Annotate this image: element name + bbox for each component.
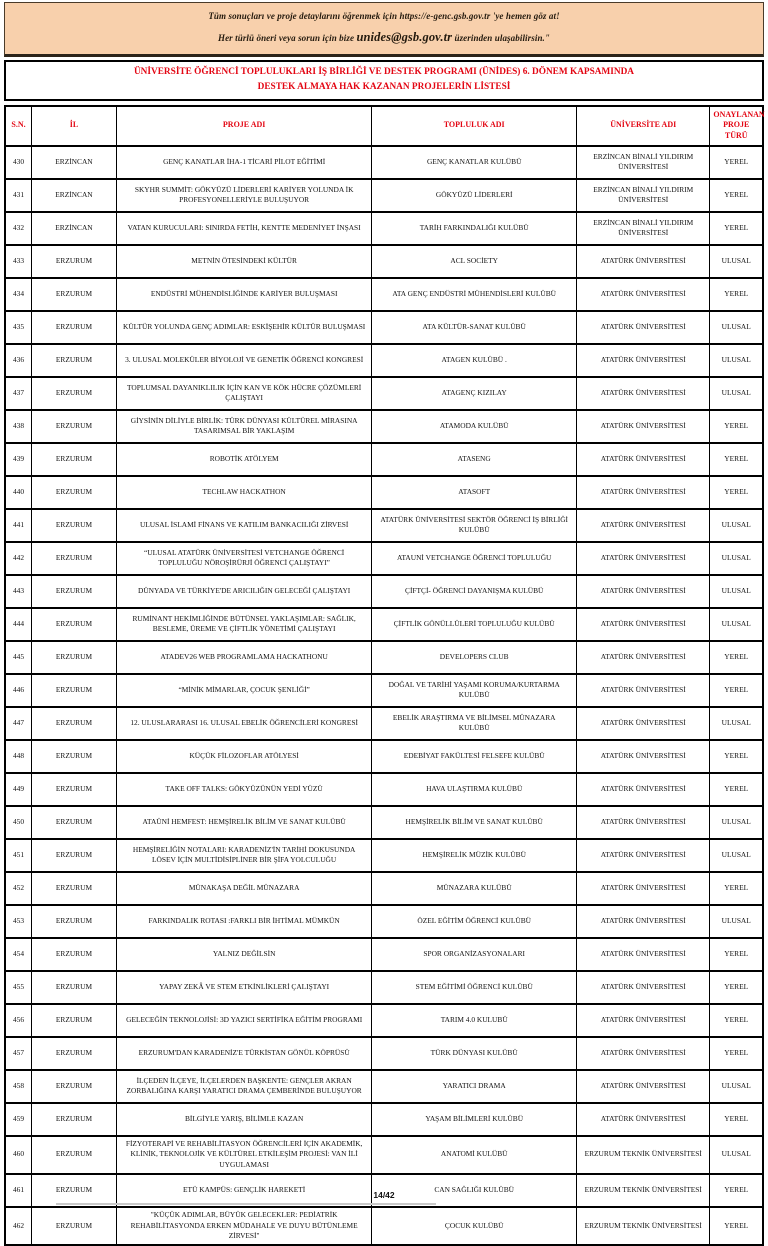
table-header bbox=[5, 106, 763, 146]
cell-proje-turu: ULUSAL bbox=[710, 542, 763, 575]
table-row bbox=[5, 344, 763, 377]
cell-proje-turu: ULUSAL bbox=[710, 608, 763, 641]
cell-universite-adi: ATATÜRK ÜNİVERSİTESİ bbox=[577, 1004, 710, 1037]
cell-topluluk-adi: ÇOCUK KULÜBÜ bbox=[372, 1207, 577, 1245]
cell-topluluk-adi: ATASOFT bbox=[372, 476, 577, 509]
cell-proje-turu: ULUSAL bbox=[710, 1136, 763, 1174]
col-header-il: İL bbox=[32, 106, 117, 146]
cell-proje-turu: ULUSAL bbox=[710, 344, 763, 377]
cell-sn: 450 bbox=[5, 806, 32, 839]
cell-sn: 455 bbox=[5, 971, 32, 1004]
table-row bbox=[5, 245, 763, 278]
cell-sn: 458 bbox=[5, 1070, 32, 1103]
cell-proje-adi: 3. ULUSAL MOLEKÜLER BİYOLOJİ VE GENETİK ÖĞRENCİ KONGRESİ bbox=[116, 344, 371, 377]
cell-topluluk-adi: YAŞAM BİLİMLERİ KULÜBÜ bbox=[372, 1103, 577, 1136]
cell-proje-adi: ETÜ KAMPÜS: GENÇLİK HAREKETİ bbox=[116, 1174, 371, 1207]
cell-topluluk-adi: ATAGEN KULÜBÜ . bbox=[372, 344, 577, 377]
scan-edge-artifact bbox=[56, 1203, 436, 1205]
cell-universite-adi: ATATÜRK ÜNİVERSİTESİ bbox=[577, 278, 710, 311]
cell-il: ERZURUM bbox=[32, 971, 117, 1004]
cell-proje-turu: YEREL bbox=[710, 938, 763, 971]
table-row bbox=[5, 773, 763, 806]
cell-universite-adi: ERZİNCAN BİNALİ YILDIRIM ÜNİVERSİTESİ bbox=[577, 179, 710, 212]
cell-proje-turu: YEREL bbox=[710, 740, 763, 773]
cell-universite-adi: ATATÜRK ÜNİVERSİTESİ bbox=[577, 245, 710, 278]
cell-sn: 434 bbox=[5, 278, 32, 311]
cell-sn: 448 bbox=[5, 740, 32, 773]
cell-topluluk-adi: TARIM 4.0 KULUBÜ bbox=[372, 1004, 577, 1037]
cell-proje-turu: YEREL bbox=[710, 212, 763, 245]
cell-topluluk-adi: TARİH FARKINDALIĞI KULÜBÜ bbox=[372, 212, 577, 245]
table-row bbox=[5, 839, 763, 872]
cell-sn: 441 bbox=[5, 509, 32, 542]
cell-topluluk-adi: ATATÜRK ÜNİVERSİTESİ SEKTÖR ÖĞRENCİ İŞ BİRLİĞİ KULÜBÜ bbox=[372, 509, 577, 542]
cell-proje-turu: YEREL bbox=[710, 641, 763, 674]
cell-proje-turu: YEREL bbox=[710, 278, 763, 311]
table-row bbox=[5, 509, 763, 542]
col-header-proje-adi: PROJE ADI bbox=[116, 106, 371, 146]
cell-proje-adi: HEMŞİRELİĞİN NOTALARI: KARADENİZ'İN TARİHİ DOKUSUNDA LÖSEV İÇİN MULTİDİSİPLİNER BİR ŞİFA YOLCULUĞU bbox=[116, 839, 371, 872]
cell-universite-adi: ATATÜRK ÜNİVERSİTESİ bbox=[577, 575, 710, 608]
table-row bbox=[5, 740, 763, 773]
cell-il: ERZURUM bbox=[32, 740, 117, 773]
cell-proje-adi: ENDÜSTRİ MÜHENDİSLİĞİNDE KARİYER BULUŞMASI bbox=[116, 278, 371, 311]
cell-proje-turu: YEREL bbox=[710, 1037, 763, 1070]
cell-proje-adi: DÜNYADA VE TÜRKİYE'DE ARICILIĞIN GELECEĞİ ÇALIŞTAYI bbox=[116, 575, 371, 608]
banner-line2-suffix: üzerinden ulaşabilirsin." bbox=[452, 33, 551, 43]
table-body bbox=[5, 146, 763, 1245]
cell-topluluk-adi: HAVA ULAŞTIRMA KULÜBÜ bbox=[372, 773, 577, 806]
cell-proje-turu: YEREL bbox=[710, 1207, 763, 1245]
cell-topluluk-adi: STEM EĞİTİMİ ÖĞRENCİ KULÜBÜ bbox=[372, 971, 577, 1004]
cell-universite-adi: ERZURUM TEKNİK ÜNİVERSİTESİ bbox=[577, 1174, 710, 1207]
cell-il: ERZURUM bbox=[32, 608, 117, 641]
table-row bbox=[5, 971, 763, 1004]
cell-proje-turu: ULUSAL bbox=[710, 377, 763, 410]
cell-topluluk-adi: TÜRK DÜNYASI KULÜBÜ bbox=[372, 1037, 577, 1070]
cell-sn: 440 bbox=[5, 476, 32, 509]
cell-il: ERZURUM bbox=[32, 707, 117, 740]
cell-universite-adi: ATATÜRK ÜNİVERSİTESİ bbox=[577, 608, 710, 641]
unides-email-text: unides@gsb.gov.tr bbox=[356, 30, 453, 44]
table-row bbox=[5, 641, 763, 674]
cell-proje-turu: ULUSAL bbox=[710, 509, 763, 542]
cell-proje-adi: GENÇ KANATLAR İHA-1 TİCARİ PİLOT EĞİTİMİ bbox=[116, 146, 371, 179]
cell-sn: 459 bbox=[5, 1103, 32, 1136]
cell-proje-adi: VATAN KURUCULARI: SINIRDA FETİH, KENTTE MEDENİYET İNŞASI bbox=[116, 212, 371, 245]
cell-proje-turu: ULUSAL bbox=[710, 839, 763, 872]
col-header-proje-turu: ONAYLANAN PROJE TÜRÜ bbox=[710, 106, 763, 146]
cell-topluluk-adi: ATAMODA KULÜBÜ bbox=[372, 410, 577, 443]
table-row bbox=[5, 377, 763, 410]
cell-proje-turu: YEREL bbox=[710, 476, 763, 509]
cell-proje-turu: ULUSAL bbox=[710, 245, 763, 278]
cell-proje-adi: ATADEV26 WEB PROGRAMLAMA HACKATHONU bbox=[116, 641, 371, 674]
cell-il: ERZURUM bbox=[32, 575, 117, 608]
cell-universite-adi: ATATÜRK ÜNİVERSİTESİ bbox=[577, 443, 710, 476]
cell-topluluk-adi: GÖKYÜZÜ LİDERLERİ bbox=[372, 179, 577, 212]
cell-topluluk-adi: ÇİFTLİK GÖNÜLLÜLERİ TOPLULUĞU KULÜBÜ bbox=[372, 608, 577, 641]
cell-topluluk-adi: DOĞAL VE TARİHİ YAŞAMI KORUMA/KURTARMA KULÜBÜ bbox=[372, 674, 577, 707]
cell-proje-adi: FİZYOTERAPİ VE REHABİLİTASYON ÖĞRENCİLERİ İÇİN AKADEMİK, KLİNİK, TEKNOLOJİK VE KÜLTÜREL ETKİLEŞİM PROJESİ: VAN İLİ UYGULAMASI bbox=[116, 1136, 371, 1174]
cell-proje-adi: YALNIZ DEĞİLSİN bbox=[116, 938, 371, 971]
cell-topluluk-adi: ATA GENÇ ENDÜSTRİ MÜHENDİSLERİ KULÜBÜ bbox=[372, 278, 577, 311]
cell-topluluk-adi: EBELİK ARAŞTIRMA VE BİLİMSEL MÜNAZARA KULÜBÜ bbox=[372, 707, 577, 740]
cell-il: ERZURUM bbox=[32, 1207, 117, 1245]
cell-proje-adi: YAPAY ZEKÂ VE STEM ETKİNLİKLERİ ÇALIŞTAYI bbox=[116, 971, 371, 1004]
cell-universite-adi: ERZİNCAN BİNALİ YILDIRIM ÜNİVERSİTESİ bbox=[577, 212, 710, 245]
cell-proje-adi: TAKE OFF TALKS: GÖKYÜZÜNÜN YEDİ YÜZÜ bbox=[116, 773, 371, 806]
table-row bbox=[5, 1207, 763, 1245]
cell-proje-turu: YEREL bbox=[710, 1174, 763, 1207]
table-row bbox=[5, 179, 763, 212]
cell-proje-adi: BİLGİYLE YARIŞ, BİLİMLE KAZAN bbox=[116, 1103, 371, 1136]
table-row bbox=[5, 806, 763, 839]
table-row bbox=[5, 212, 763, 245]
cell-proje-adi: RUMİNANT HEKİMLİĞİNDE BÜTÜNSEL YAKLAŞIMLAR: SAĞLIK, BESLEME, ÜREME VE ÇİFTLİK YÖNETİMİ ÇALIŞTAYI bbox=[116, 608, 371, 641]
cell-il: ERZURUM bbox=[32, 938, 117, 971]
cell-il: ERZİNCAN bbox=[32, 146, 117, 179]
cell-universite-adi: ATATÜRK ÜNİVERSİTESİ bbox=[577, 311, 710, 344]
cell-topluluk-adi: ATAGENÇ KIZILAY bbox=[372, 377, 577, 410]
cell-il: ERZURUM bbox=[32, 1037, 117, 1070]
list-title-line-2: DESTEK ALMAYA HAK KAZANAN PROJELERİN LİSTESİ bbox=[257, 81, 511, 92]
cell-topluluk-adi: ANATOMİ KULÜBÜ bbox=[372, 1136, 577, 1174]
cell-proje-adi: METNİN ÖTESİNDEKİ KÜLTÜR bbox=[116, 245, 371, 278]
cell-proje-turu: ULUSAL bbox=[710, 905, 763, 938]
cell-il: ERZURUM bbox=[32, 377, 117, 410]
cell-sn: 443 bbox=[5, 575, 32, 608]
cell-topluluk-adi: DEVELOPERS CLUB bbox=[372, 641, 577, 674]
cell-universite-adi: ATATÜRK ÜNİVERSİTESİ bbox=[577, 344, 710, 377]
cell-proje-turu: YEREL bbox=[710, 773, 763, 806]
table-row bbox=[5, 1004, 763, 1037]
cell-sn: 449 bbox=[5, 773, 32, 806]
cell-proje-adi: GİYSİNİN DİLİYLE BİRLİK: TÜRK DÜNYASI KÜLTÜREL MİRASINA TASARIMSAL BİR YAKLAŞIM bbox=[116, 410, 371, 443]
cell-il: ERZURUM bbox=[32, 1103, 117, 1136]
cell-universite-adi: ATATÜRK ÜNİVERSİTESİ bbox=[577, 971, 710, 1004]
cell-proje-adi: ERZURUM'DAN KARADENİZ'E TÜRKİSTAN GÖNÜL KÖPRÜSÜ bbox=[116, 1037, 371, 1070]
table-row bbox=[5, 1070, 763, 1103]
cell-proje-turu: YEREL bbox=[710, 1004, 763, 1037]
banner-line-1 bbox=[15, 11, 753, 21]
table-row bbox=[5, 872, 763, 905]
cell-universite-adi: ATATÜRK ÜNİVERSİTESİ bbox=[577, 839, 710, 872]
cell-sn: 438 bbox=[5, 410, 32, 443]
cell-sn: 461 bbox=[5, 1174, 32, 1207]
cell-universite-adi: ATATÜRK ÜNİVERSİTESİ bbox=[577, 1103, 710, 1136]
table-row bbox=[5, 1136, 763, 1174]
cell-il: ERZURUM bbox=[32, 839, 117, 872]
cell-proje-turu: ULUSAL bbox=[710, 311, 763, 344]
cell-il: ERZURUM bbox=[32, 1136, 117, 1174]
table-row bbox=[5, 311, 763, 344]
col-header-universite-adi: ÜNİVERSİTE ADI bbox=[577, 106, 710, 146]
cell-universite-adi: ATATÜRK ÜNİVERSİTESİ bbox=[577, 410, 710, 443]
cell-proje-turu: ULUSAL bbox=[710, 575, 763, 608]
cell-sn: 452 bbox=[5, 872, 32, 905]
cell-sn: 454 bbox=[5, 938, 32, 971]
cell-proje-turu: YEREL bbox=[710, 971, 763, 1004]
cell-il: ERZURUM bbox=[32, 245, 117, 278]
table-row bbox=[5, 674, 763, 707]
cell-proje-adi: KÜLTÜR YOLUNDA GENÇ ADIMLAR: ESKİŞEHİR KÜLTÜR BULUŞMASI bbox=[116, 311, 371, 344]
cell-proje-turu: YEREL bbox=[710, 179, 763, 212]
cell-universite-adi: ERZURUM TEKNİK ÜNİVERSİTESİ bbox=[577, 1207, 710, 1245]
cell-proje-adi: “ULUSAL ATATÜRK ÜNİVERSİTESİ VETCHANGE ÖĞRENCİ TOPLULUĞU NÖROŞİRÜRJİ ÖĞRENCİ ÇALIŞTAYI” bbox=[116, 542, 371, 575]
cell-il: ERZURUM bbox=[32, 344, 117, 377]
cell-sn: 437 bbox=[5, 377, 32, 410]
cell-proje-adi: İLÇEDEN İLÇEYE, İLÇELERDEN BAŞKENTE: GENÇLER AKRAN ZORBALIĞINA KARŞI YARATICI DRAMA ÇEMBERİNDE BULUŞUYOR bbox=[116, 1070, 371, 1103]
cell-universite-adi: ERZİNCAN BİNALİ YILDIRIM ÜNİVERSİTESİ bbox=[577, 146, 710, 179]
cell-topluluk-adi: ATA KÜLTÜR-SANAT KULÜBÜ bbox=[372, 311, 577, 344]
cell-sn: 442 bbox=[5, 542, 32, 575]
cell-sn: 433 bbox=[5, 245, 32, 278]
banner-line2-prefix: Her türlü öneri veya sorun için bize bbox=[217, 33, 357, 43]
cell-topluluk-adi: SPOR ORGANİZASYONALARI bbox=[372, 938, 577, 971]
cell-il: ERZURUM bbox=[32, 773, 117, 806]
cell-sn: 432 bbox=[5, 212, 32, 245]
table-row bbox=[5, 707, 763, 740]
cell-sn: 445 bbox=[5, 641, 32, 674]
cell-il: ERZURUM bbox=[32, 410, 117, 443]
table-row bbox=[5, 1103, 763, 1136]
cell-proje-adi: TECHLAW HACKATHON bbox=[116, 476, 371, 509]
cell-sn: 446 bbox=[5, 674, 32, 707]
cell-universite-adi: ERZURUM TEKNİK ÜNİVERSİTESİ bbox=[577, 1136, 710, 1174]
cell-sn: 456 bbox=[5, 1004, 32, 1037]
cell-proje-adi: SKYHR SUMMİT: GÖKYÜZÜ LİDERLERİ KARİYER YOLUNDA İK PROFESYONELLERİYLE BULUŞUYOR bbox=[116, 179, 371, 212]
cell-universite-adi: ATATÜRK ÜNİVERSİTESİ bbox=[577, 707, 710, 740]
table-row bbox=[5, 278, 763, 311]
cell-topluluk-adi: ATAUNİ VETCHANGE ÖĞRENCİ TOPLULUĞU bbox=[372, 542, 577, 575]
banner-line1-prefix: Tüm sonuçları ve proje detaylarını öğrenmek için bbox=[208, 11, 400, 21]
cell-proje-adi: 12. ULUSLARARASI 16. ULUSAL EBELİK ÖĞRENCİLERİ KONGRESİ bbox=[116, 707, 371, 740]
cell-il: ERZURUM bbox=[32, 311, 117, 344]
cell-sn: 439 bbox=[5, 443, 32, 476]
banner-line-2 bbox=[15, 30, 753, 45]
cell-topluluk-adi: HEMŞİRELİK BİLİM VE SANAT KULÜBÜ bbox=[372, 806, 577, 839]
cell-universite-adi: ATATÜRK ÜNİVERSİTESİ bbox=[577, 740, 710, 773]
cell-proje-turu: YEREL bbox=[710, 410, 763, 443]
cell-sn: 431 bbox=[5, 179, 32, 212]
cell-universite-adi: ATATÜRK ÜNİVERSİTESİ bbox=[577, 773, 710, 806]
cell-il: ERZURUM bbox=[32, 806, 117, 839]
cell-universite-adi: ATATÜRK ÜNİVERSİTESİ bbox=[577, 938, 710, 971]
cell-sn: 447 bbox=[5, 707, 32, 740]
cell-topluluk-adi: EDEBİYAT FAKÜLTESİ FELSEFE KULÜBÜ bbox=[372, 740, 577, 773]
cell-proje-adi: ATAÜNİ HEMFEST: HEMŞİRELİK BİLİM VE SANAT KULÜBÜ bbox=[116, 806, 371, 839]
cell-proje-adi: GELECEĞİN TEKNOLOJİSİ: 3D YAZICI SERTİFİKA EĞİTİM PROGRAMI bbox=[116, 1004, 371, 1037]
cell-proje-turu: ULUSAL bbox=[710, 707, 763, 740]
info-banner bbox=[4, 2, 764, 57]
cell-sn: 457 bbox=[5, 1037, 32, 1070]
cell-topluluk-adi: GENÇ KANATLAR KULÜBÜ bbox=[372, 146, 577, 179]
cell-universite-adi: ATATÜRK ÜNİVERSİTESİ bbox=[577, 872, 710, 905]
cell-proje-turu: YEREL bbox=[710, 674, 763, 707]
cell-proje-adi: ROBOTİK ATÖLYEM bbox=[116, 443, 371, 476]
cell-topluluk-adi: ÖZEL EĞİTİM ÖĞRENCİ KULÜBÜ bbox=[372, 905, 577, 938]
cell-il: ERZURUM bbox=[32, 905, 117, 938]
cell-sn: 462 bbox=[5, 1207, 32, 1245]
cell-universite-adi: ATATÜRK ÜNİVERSİTESİ bbox=[577, 377, 710, 410]
cell-il: ERZİNCAN bbox=[32, 179, 117, 212]
cell-sn: 444 bbox=[5, 608, 32, 641]
cell-proje-turu: YEREL bbox=[710, 443, 763, 476]
cell-proje-turu: ULUSAL bbox=[710, 806, 763, 839]
cell-universite-adi: ATATÜRK ÜNİVERSİTESİ bbox=[577, 509, 710, 542]
cell-proje-turu: YEREL bbox=[710, 1103, 763, 1136]
page-number: 14/42 bbox=[373, 1190, 395, 1200]
cell-topluluk-adi: MÜNAZARA KULÜBÜ bbox=[372, 872, 577, 905]
cell-sn: 430 bbox=[5, 146, 32, 179]
cell-sn: 460 bbox=[5, 1136, 32, 1174]
cell-universite-adi: ATATÜRK ÜNİVERSİTESİ bbox=[577, 641, 710, 674]
table-row bbox=[5, 905, 763, 938]
cell-proje-turu: YEREL bbox=[710, 146, 763, 179]
cell-universite-adi: ATATÜRK ÜNİVERSİTESİ bbox=[577, 1037, 710, 1070]
cell-universite-adi: ATATÜRK ÜNİVERSİTESİ bbox=[577, 542, 710, 575]
table-row bbox=[5, 410, 763, 443]
table-row bbox=[5, 542, 763, 575]
cell-universite-adi: ATATÜRK ÜNİVERSİTESİ bbox=[577, 476, 710, 509]
egenc-url-text: https://e-genc.gsb.gov.tr bbox=[399, 11, 491, 21]
cell-topluluk-adi: ATASENG bbox=[372, 443, 577, 476]
cell-proje-adi: “MİNİK MİMARLAR, ÇOCUK ŞENLİĞİ” bbox=[116, 674, 371, 707]
cell-proje-adi: MÜNAKAŞA DEĞİL MÜNAZARA bbox=[116, 872, 371, 905]
cell-proje-turu: ULUSAL bbox=[710, 1070, 763, 1103]
cell-topluluk-adi: CAN SAĞLIĞI KULÜBÜ bbox=[372, 1174, 577, 1207]
cell-universite-adi: ATATÜRK ÜNİVERSİTESİ bbox=[577, 806, 710, 839]
cell-il: ERZURUM bbox=[32, 641, 117, 674]
cell-il: ERZİNCAN bbox=[32, 212, 117, 245]
table-row bbox=[5, 146, 763, 179]
cell-universite-adi: ATATÜRK ÜNİVERSİTESİ bbox=[577, 674, 710, 707]
cell-sn: 451 bbox=[5, 839, 32, 872]
cell-il: ERZURUM bbox=[32, 509, 117, 542]
table-row bbox=[5, 575, 763, 608]
cell-il: ERZURUM bbox=[32, 542, 117, 575]
table-row bbox=[5, 476, 763, 509]
table-row bbox=[5, 608, 763, 641]
cell-proje-adi: FARKINDALIK ROTASI :FARKLI BİR İHTİMAL MÜMKÜN bbox=[116, 905, 371, 938]
list-title bbox=[4, 60, 764, 101]
cell-universite-adi: ATATÜRK ÜNİVERSİTESİ bbox=[577, 905, 710, 938]
cell-topluluk-adi: ÇİFTÇİ- ÖĞRENCİ DAYANIŞMA KULÜBÜ bbox=[372, 575, 577, 608]
cell-il: ERZURUM bbox=[32, 872, 117, 905]
projects-table bbox=[4, 105, 764, 1246]
cell-proje-adi: KÜÇÜK FİLOZOFLAR ATÖLYESİ bbox=[116, 740, 371, 773]
table-row bbox=[5, 443, 763, 476]
col-header-topluluk-adi: TOPLULUK ADI bbox=[372, 106, 577, 146]
list-title-line-1: ÜNİVERSİTE ÖĞRENCİ TOPLULUKLARI İŞ BİRLİĞİ VE DESTEK PROGRAMI (ÜNİDES) 6. DÖNEM KAPSAMINDA bbox=[133, 67, 635, 77]
cell-topluluk-adi: HEMŞİRELİK MÜZİK KULÜBÜ bbox=[372, 839, 577, 872]
cell-il: ERZURUM bbox=[32, 1174, 117, 1207]
cell-sn: 436 bbox=[5, 344, 32, 377]
cell-il: ERZURUM bbox=[32, 1004, 117, 1037]
cell-il: ERZURUM bbox=[32, 443, 117, 476]
cell-sn: 453 bbox=[5, 905, 32, 938]
cell-topluluk-adi: ACL SOCİETY bbox=[372, 245, 577, 278]
table-row bbox=[5, 1037, 763, 1070]
cell-il: ERZURUM bbox=[32, 476, 117, 509]
cell-universite-adi: ATATÜRK ÜNİVERSİTESİ bbox=[577, 1070, 710, 1103]
cell-proje-adi: TOPLUMSAL DAYANIKLILIK İÇİN KAN VE KÖK HÜCRE ÇÖZÜMLERİ ÇALIŞTAYI bbox=[116, 377, 371, 410]
cell-il: ERZURUM bbox=[32, 278, 117, 311]
document-page bbox=[0, 2, 768, 1241]
table-row bbox=[5, 938, 763, 971]
header-row bbox=[5, 106, 763, 146]
cell-proje-adi: "KÜÇÜK ADIMLAR, BÜYÜK GELECEKLER: PEDİATRİK REHABİLİTASYONDA ERKEN MÜDAHALE VE DUYU BÜTÜNLEME ZİRVESİ" bbox=[116, 1207, 371, 1245]
cell-sn: 435 bbox=[5, 311, 32, 344]
cell-il: ERZURUM bbox=[32, 1070, 117, 1103]
cell-topluluk-adi: YARATICI DRAMA bbox=[372, 1070, 577, 1103]
banner-line1-suffix: 'ye hemen göz at! bbox=[490, 11, 560, 21]
cell-il: ERZURUM bbox=[32, 674, 117, 707]
cell-proje-adi: ULUSAL İSLAMİ FİNANS VE KATILIM BANKACILIĞI ZİRVESİ bbox=[116, 509, 371, 542]
cell-proje-turu: YEREL bbox=[710, 872, 763, 905]
col-header-sn: S.N. bbox=[5, 106, 32, 146]
